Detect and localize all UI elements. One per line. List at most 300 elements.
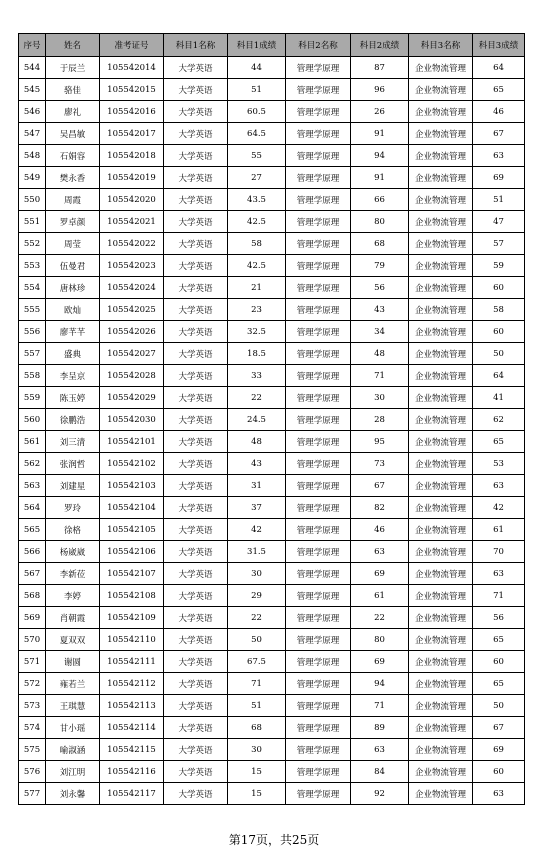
table-cell: 大学英语 <box>164 387 228 409</box>
table-cell: 大学英语 <box>164 145 228 167</box>
column-header: 科目2成绩 <box>351 34 409 57</box>
table-cell: 大学英语 <box>164 585 228 607</box>
table-cell: 伍曼君 <box>46 255 100 277</box>
table-cell: 48 <box>228 431 286 453</box>
table-cell: 管理学原理 <box>286 299 351 321</box>
table-row <box>19 651 525 673</box>
table-cell: 管理学原理 <box>286 277 351 299</box>
table-cell: 53 <box>473 453 525 475</box>
table-cell: 企业物流管理 <box>409 651 473 673</box>
table-cell: 盛典 <box>46 343 100 365</box>
table-cell: 555 <box>19 299 46 321</box>
table-cell: 23 <box>228 299 286 321</box>
table-cell: 大学英语 <box>164 79 228 101</box>
table-cell: 60 <box>473 277 525 299</box>
table-row <box>19 541 525 563</box>
table-cell: 70 <box>473 541 525 563</box>
table-header <box>19 34 525 57</box>
table-cell: 559 <box>19 387 46 409</box>
table-cell: 68 <box>228 717 286 739</box>
column-header: 科目1成绩 <box>228 34 286 57</box>
table-cell: 42 <box>228 519 286 541</box>
table-cell: 105542110 <box>100 629 164 651</box>
table-cell: 64 <box>473 365 525 387</box>
table-cell: 105542101 <box>100 431 164 453</box>
table-cell: 79 <box>351 255 409 277</box>
table-cell: 雍若兰 <box>46 673 100 695</box>
table-cell: 549 <box>19 167 46 189</box>
table-cell: 管理学原理 <box>286 607 351 629</box>
table-cell: 22 <box>351 607 409 629</box>
table-cell: 15 <box>228 783 286 805</box>
table-cell: 管理学原理 <box>286 57 351 79</box>
table-cell: 26 <box>351 101 409 123</box>
table-cell: 63 <box>351 739 409 761</box>
table-cell: 58 <box>473 299 525 321</box>
table-cell: 65 <box>473 431 525 453</box>
table-cell: 105542114 <box>100 717 164 739</box>
table-cell: 刘永馨 <box>46 783 100 805</box>
table-cell: 71 <box>351 695 409 717</box>
table-row <box>19 761 525 783</box>
table-cell: 企业物流管理 <box>409 607 473 629</box>
table-cell: 企业物流管理 <box>409 123 473 145</box>
table-cell: 30 <box>228 739 286 761</box>
column-header: 准考证号 <box>100 34 164 57</box>
table-cell: 84 <box>351 761 409 783</box>
table-cell: 105542016 <box>100 101 164 123</box>
table-cell: 廖礼 <box>46 101 100 123</box>
table-cell: 552 <box>19 233 46 255</box>
table-cell: 管理学原理 <box>286 189 351 211</box>
table-cell: 大学英语 <box>164 431 228 453</box>
table-cell: 47 <box>473 211 525 233</box>
table-row <box>19 145 525 167</box>
table-cell: 大学英语 <box>164 57 228 79</box>
table-cell: 夏双双 <box>46 629 100 651</box>
table-row <box>19 387 525 409</box>
table-cell: 87 <box>351 57 409 79</box>
table-cell: 51 <box>228 695 286 717</box>
table-cell: 企业物流管理 <box>409 167 473 189</box>
table-cell: 550 <box>19 189 46 211</box>
table-cell: 105542027 <box>100 343 164 365</box>
table-cell: 大学英语 <box>164 101 228 123</box>
table-cell: 80 <box>351 211 409 233</box>
table-row <box>19 167 525 189</box>
table-cell: 562 <box>19 453 46 475</box>
table-cell: 大学英语 <box>164 123 228 145</box>
table-cell: 24.5 <box>228 409 286 431</box>
table-cell: 43 <box>351 299 409 321</box>
table-cell: 企业物流管理 <box>409 255 473 277</box>
table-cell: 64 <box>473 57 525 79</box>
table-cell: 89 <box>351 717 409 739</box>
table-cell: 105542021 <box>100 211 164 233</box>
table-cell: 105542028 <box>100 365 164 387</box>
table-cell: 105542115 <box>100 739 164 761</box>
table-row <box>19 321 525 343</box>
table-cell: 企业物流管理 <box>409 739 473 761</box>
table-cell: 568 <box>19 585 46 607</box>
table-cell: 105542116 <box>100 761 164 783</box>
table-cell: 71 <box>228 673 286 695</box>
table-cell: 大学英语 <box>164 343 228 365</box>
table-cell: 105542015 <box>100 79 164 101</box>
table-cell: 管理学原理 <box>286 365 351 387</box>
header-row <box>19 34 525 57</box>
table-row <box>19 409 525 431</box>
table-cell: 105542025 <box>100 299 164 321</box>
table-cell: 29 <box>228 585 286 607</box>
table-cell: 22 <box>228 387 286 409</box>
table-cell: 管理学原理 <box>286 585 351 607</box>
table-row <box>19 189 525 211</box>
table-cell: 32.5 <box>228 321 286 343</box>
table-cell: 556 <box>19 321 46 343</box>
table-row <box>19 123 525 145</box>
table-cell: 46 <box>473 101 525 123</box>
table-cell: 105542022 <box>100 233 164 255</box>
table-row <box>19 277 525 299</box>
table-cell: 69 <box>351 563 409 585</box>
table-cell: 570 <box>19 629 46 651</box>
table-cell: 企业物流管理 <box>409 57 473 79</box>
table-cell: 刘建星 <box>46 475 100 497</box>
table-row <box>19 101 525 123</box>
table-cell: 60 <box>473 321 525 343</box>
table-cell: 42.5 <box>228 211 286 233</box>
table-cell: 65 <box>473 673 525 695</box>
table-cell: 喻淑涵 <box>46 739 100 761</box>
table-cell: 吴昌敏 <box>46 123 100 145</box>
table-cell: 27 <box>228 167 286 189</box>
table-cell: 44 <box>228 57 286 79</box>
table-cell: 企业物流管理 <box>409 453 473 475</box>
table-cell: 61 <box>473 519 525 541</box>
table-cell: 管理学原理 <box>286 563 351 585</box>
table-cell: 567 <box>19 563 46 585</box>
table-cell: 69 <box>473 739 525 761</box>
table-cell: 管理学原理 <box>286 343 351 365</box>
table-cell: 60 <box>473 761 525 783</box>
table-cell: 大学英语 <box>164 167 228 189</box>
table-row <box>19 695 525 717</box>
table-cell: 大学英语 <box>164 761 228 783</box>
table-cell: 罗卓颜 <box>46 211 100 233</box>
table-cell: 105542105 <box>100 519 164 541</box>
table-cell: 94 <box>351 673 409 695</box>
table-cell: 48 <box>351 343 409 365</box>
table-cell: 547 <box>19 123 46 145</box>
table-cell: 56 <box>473 607 525 629</box>
table-cell: 575 <box>19 739 46 761</box>
table-cell: 50 <box>473 343 525 365</box>
table-cell: 管理学原理 <box>286 629 351 651</box>
table-cell: 61 <box>351 585 409 607</box>
table-cell: 18.5 <box>228 343 286 365</box>
table-cell: 企业物流管理 <box>409 629 473 651</box>
table-cell: 105542111 <box>100 651 164 673</box>
table-cell: 33 <box>228 365 286 387</box>
table-cell: 谢圆 <box>46 651 100 673</box>
table-cell: 管理学原理 <box>286 453 351 475</box>
table-cell: 50 <box>473 695 525 717</box>
table-cell: 545 <box>19 79 46 101</box>
table-cell: 105542023 <box>100 255 164 277</box>
table-cell: 企业物流管理 <box>409 673 473 695</box>
table-cell: 96 <box>351 79 409 101</box>
table-cell: 42.5 <box>228 255 286 277</box>
table-cell: 肖朝霞 <box>46 607 100 629</box>
table-cell: 徐格 <box>46 519 100 541</box>
column-header: 序号 <box>19 34 46 57</box>
table-cell: 31 <box>228 475 286 497</box>
table-cell: 105542117 <box>100 783 164 805</box>
table-cell: 553 <box>19 255 46 277</box>
table-cell: 管理学原理 <box>286 145 351 167</box>
table-cell: 67.5 <box>228 651 286 673</box>
table-cell: 企业物流管理 <box>409 101 473 123</box>
table-cell: 94 <box>351 145 409 167</box>
table-cell: 571 <box>19 651 46 673</box>
table-cell: 欧灿 <box>46 299 100 321</box>
table-cell: 企业物流管理 <box>409 343 473 365</box>
table-row <box>19 673 525 695</box>
table-cell: 42 <box>473 497 525 519</box>
table-cell: 管理学原理 <box>286 101 351 123</box>
table-cell: 92 <box>351 783 409 805</box>
table-cell: 甘小瑶 <box>46 717 100 739</box>
table-cell: 564 <box>19 497 46 519</box>
table-cell: 28 <box>351 409 409 431</box>
table-cell: 22 <box>228 607 286 629</box>
table-cell: 大学英语 <box>164 629 228 651</box>
table-row <box>19 431 525 453</box>
table-cell: 大学英语 <box>164 475 228 497</box>
table-cell: 67 <box>473 123 525 145</box>
table-cell: 66 <box>351 189 409 211</box>
table-cell: 大学英语 <box>164 717 228 739</box>
table-cell: 李呈京 <box>46 365 100 387</box>
table-cell: 71 <box>351 365 409 387</box>
table-cell: 105542113 <box>100 695 164 717</box>
table-cell: 大学英语 <box>164 739 228 761</box>
table-cell: 21 <box>228 277 286 299</box>
table-cell: 105542106 <box>100 541 164 563</box>
table-cell: 63 <box>473 563 525 585</box>
table-row <box>19 57 525 79</box>
table-cell: 企业物流管理 <box>409 783 473 805</box>
table-cell: 105542029 <box>100 387 164 409</box>
table-cell: 管理学原理 <box>286 167 351 189</box>
table-cell: 大学英语 <box>164 453 228 475</box>
table-cell: 企业物流管理 <box>409 695 473 717</box>
table-cell: 管理学原理 <box>286 431 351 453</box>
table-cell: 105542026 <box>100 321 164 343</box>
score-table <box>18 33 525 805</box>
table-cell: 55 <box>228 145 286 167</box>
table-cell: 周霞 <box>46 189 100 211</box>
table-cell: 管理学原理 <box>286 519 351 541</box>
table-cell: 大学英语 <box>164 607 228 629</box>
table-row <box>19 717 525 739</box>
table-cell: 560 <box>19 409 46 431</box>
table-cell: 105542107 <box>100 563 164 585</box>
table-cell: 企业物流管理 <box>409 497 473 519</box>
table-cell: 60.5 <box>228 101 286 123</box>
table-cell: 64.5 <box>228 123 286 145</box>
table-cell: 管理学原理 <box>286 717 351 739</box>
table-cell: 62 <box>473 409 525 431</box>
table-cell: 管理学原理 <box>286 739 351 761</box>
table-cell: 李婷 <box>46 585 100 607</box>
table-cell: 企业物流管理 <box>409 585 473 607</box>
table-cell: 105542103 <box>100 475 164 497</box>
column-header: 科目2名称 <box>286 34 351 57</box>
table-cell: 管理学原理 <box>286 409 351 431</box>
table-cell: 50 <box>228 629 286 651</box>
table-cell: 105542024 <box>100 277 164 299</box>
table-cell: 企业物流管理 <box>409 409 473 431</box>
table-cell: 企业物流管理 <box>409 145 473 167</box>
table-cell: 548 <box>19 145 46 167</box>
table-cell: 徐鹏浩 <box>46 409 100 431</box>
table-cell: 544 <box>19 57 46 79</box>
table-cell: 大学英语 <box>164 189 228 211</box>
table-cell: 15 <box>228 761 286 783</box>
table-cell: 551 <box>19 211 46 233</box>
table-cell: 105542019 <box>100 167 164 189</box>
table-cell: 管理学原理 <box>286 497 351 519</box>
table-cell: 105542014 <box>100 57 164 79</box>
table-cell: 管理学原理 <box>286 321 351 343</box>
table-cell: 105542102 <box>100 453 164 475</box>
table-cell: 57 <box>473 233 525 255</box>
table-cell: 管理学原理 <box>286 233 351 255</box>
table-cell: 105542109 <box>100 607 164 629</box>
table-row <box>19 563 525 585</box>
table-cell: 大学英语 <box>164 541 228 563</box>
table-cell: 管理学原理 <box>286 211 351 233</box>
table-cell: 廖芊芊 <box>46 321 100 343</box>
table-cell: 41 <box>473 387 525 409</box>
table-cell: 105542104 <box>100 497 164 519</box>
table-cell: 企业物流管理 <box>409 519 473 541</box>
table-cell: 31.5 <box>228 541 286 563</box>
table-cell: 企业物流管理 <box>409 387 473 409</box>
table-cell: 56 <box>351 277 409 299</box>
table-cell: 杨崴崴 <box>46 541 100 563</box>
table-row <box>19 255 525 277</box>
table-cell: 大学英语 <box>164 497 228 519</box>
table-cell: 大学英语 <box>164 651 228 673</box>
table-cell: 65 <box>473 79 525 101</box>
table-cell: 于辰兰 <box>46 57 100 79</box>
table-cell: 企业物流管理 <box>409 277 473 299</box>
table-cell: 大学英语 <box>164 233 228 255</box>
table-cell: 大学英语 <box>164 563 228 585</box>
table-cell: 管理学原理 <box>286 673 351 695</box>
table-cell: 管理学原理 <box>286 475 351 497</box>
table-row <box>19 497 525 519</box>
table-cell: 69 <box>351 651 409 673</box>
table-cell: 105542108 <box>100 585 164 607</box>
table-cell: 34 <box>351 321 409 343</box>
table-row <box>19 79 525 101</box>
table-cell: 企业物流管理 <box>409 233 473 255</box>
page-number: 第17页，共25页 <box>228 833 320 847</box>
table-cell: 105542112 <box>100 673 164 695</box>
table-cell: 大学英语 <box>164 299 228 321</box>
table-cell: 566 <box>19 541 46 563</box>
table-cell: 大学英语 <box>164 519 228 541</box>
table-cell: 企业物流管理 <box>409 563 473 585</box>
table-cell: 58 <box>228 233 286 255</box>
table-row <box>19 365 525 387</box>
table-cell: 管理学原理 <box>286 255 351 277</box>
table-row <box>19 343 525 365</box>
table-cell: 37 <box>228 497 286 519</box>
table-cell: 王琪慧 <box>46 695 100 717</box>
table-row <box>19 519 525 541</box>
table-row <box>19 585 525 607</box>
table-cell: 91 <box>351 167 409 189</box>
table-cell: 企业物流管理 <box>409 79 473 101</box>
table-row <box>19 629 525 651</box>
table-cell: 管理学原理 <box>286 695 351 717</box>
table-cell: 546 <box>19 101 46 123</box>
table-cell: 65 <box>473 629 525 651</box>
table-cell: 558 <box>19 365 46 387</box>
table-cell: 企业物流管理 <box>409 475 473 497</box>
table-cell: 91 <box>351 123 409 145</box>
table-cell: 576 <box>19 761 46 783</box>
table-cell: 95 <box>351 431 409 453</box>
table-cell: 唐林珍 <box>46 277 100 299</box>
table-row <box>19 233 525 255</box>
table-cell: 574 <box>19 717 46 739</box>
table-cell: 43 <box>228 453 286 475</box>
table-cell: 石娟容 <box>46 145 100 167</box>
table-cell: 陈玉婷 <box>46 387 100 409</box>
table-cell: 企业物流管理 <box>409 431 473 453</box>
table-cell: 105542017 <box>100 123 164 145</box>
table-cell: 刘三清 <box>46 431 100 453</box>
table-cell: 561 <box>19 431 46 453</box>
table-cell: 企业物流管理 <box>409 321 473 343</box>
table-cell: 刘江明 <box>46 761 100 783</box>
table-cell: 樊永香 <box>46 167 100 189</box>
table-row <box>19 475 525 497</box>
table-cell: 67 <box>473 717 525 739</box>
table-cell: 大学英语 <box>164 277 228 299</box>
table-cell: 73 <box>351 453 409 475</box>
table-row <box>19 453 525 475</box>
column-header: 姓名 <box>46 34 100 57</box>
column-header: 科目3成绩 <box>473 34 525 57</box>
table-cell: 企业物流管理 <box>409 211 473 233</box>
table-cell: 管理学原理 <box>286 651 351 673</box>
table-row <box>19 739 525 761</box>
column-header: 科目3名称 <box>409 34 473 57</box>
table-cell: 51 <box>228 79 286 101</box>
table-cell: 563 <box>19 475 46 497</box>
table-cell: 管理学原理 <box>286 123 351 145</box>
table-cell: 李新莅 <box>46 563 100 585</box>
table-cell: 59 <box>473 255 525 277</box>
table-cell: 105542018 <box>100 145 164 167</box>
